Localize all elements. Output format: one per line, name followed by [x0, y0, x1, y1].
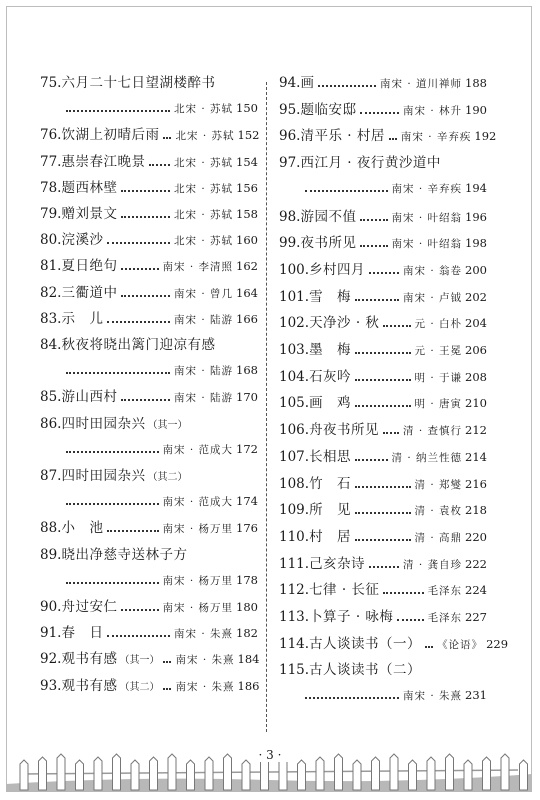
entry-title: 舟过安仁 — [61, 599, 118, 615]
leader-dots — [107, 311, 170, 323]
entry-page: 208 — [465, 369, 487, 384]
fence-picket — [298, 760, 306, 790]
entry-title: 观书有感 — [61, 677, 118, 694]
entry-number: 114. — [279, 635, 310, 652]
fence-picket — [372, 757, 380, 790]
column-divider — [266, 82, 267, 732]
toc-entry[interactable] — [279, 501, 487, 520]
leader-dots — [389, 128, 397, 140]
leader-dots — [305, 180, 388, 192]
entry-author: 南宋 · 林升 — [403, 104, 463, 117]
entry-page: 206 — [465, 343, 487, 357]
leader-dots — [383, 582, 423, 594]
fence-picket — [39, 757, 47, 790]
fence-picket — [353, 760, 361, 790]
entry-title: 春 日 — [61, 625, 104, 642]
entry-author: 南宋 · 杨万里 — [162, 602, 234, 614]
entry-author: 毛泽东 — [427, 585, 463, 598]
leader-dots — [360, 209, 387, 221]
entry-number: 93. — [40, 677, 62, 694]
entry-number: 90. — [40, 599, 62, 615]
toc-entry[interactable] — [279, 261, 487, 280]
entry-number: 98. — [279, 208, 301, 225]
entry-author: 北宋 · 苏轼 — [174, 103, 234, 115]
entry-title: 村 居 — [309, 528, 352, 545]
entry-author: 南宋 · 范成大 — [162, 496, 234, 508]
entry-title: 夜书所见 — [300, 235, 357, 252]
toc-entry[interactable] — [279, 288, 487, 307]
entry-title: 清平乐 · 村居 — [300, 128, 385, 145]
entry-note: （其二） — [119, 681, 160, 693]
toc-entry[interactable] — [40, 388, 258, 407]
entry-author: 清 · 袁枚 — [414, 505, 463, 518]
entry-number: 79. — [40, 206, 62, 222]
toc-entry[interactable] — [40, 336, 258, 377]
leader-dots — [355, 449, 387, 461]
entry-page: 184 — [237, 652, 260, 667]
fence-picket — [131, 760, 139, 790]
entry-note: （其一） — [147, 419, 188, 431]
entry-page: 178 — [236, 572, 258, 587]
entry-page: 166 — [236, 311, 258, 326]
entry-page: 224 — [465, 583, 487, 598]
entry-title: 小 池 — [61, 520, 104, 537]
fence-picket — [224, 754, 232, 790]
entry-page: 196 — [465, 209, 487, 224]
entry-title: 舟夜书所见 — [309, 422, 380, 439]
leader-dots — [355, 529, 410, 541]
fence-picket — [409, 760, 417, 790]
toc-entry[interactable] — [279, 528, 487, 547]
entry-page: 152 — [237, 128, 260, 143]
leader-dots — [121, 389, 170, 401]
entry-title: 西江月 · 夜行黄沙道中 — [300, 155, 441, 172]
entry-number: 75. — [40, 75, 62, 91]
fence-picket — [390, 754, 398, 790]
toc-entry[interactable] — [279, 341, 487, 360]
fence-picket — [113, 754, 121, 790]
entry-title: 己亥杂诗 — [309, 555, 366, 572]
leader-dots — [355, 289, 399, 301]
entry-title: 七律 · 长征 — [309, 582, 380, 599]
entry-page: 190 — [465, 102, 487, 117]
entry-title: 画 鸡 — [309, 395, 352, 412]
entry-title: 游园不值 — [300, 208, 357, 225]
entry-author: 南宋 · 朱熹 — [175, 654, 235, 667]
entry-author: 清 · 查慎行 — [403, 425, 463, 438]
entry-author: 北宋 · 苏轼 — [174, 235, 234, 248]
leader-dots — [355, 476, 410, 488]
entry-number: 96. — [279, 128, 301, 145]
entry-page: 164 — [236, 285, 258, 300]
fence-picket — [94, 757, 102, 790]
toc-entry[interactable] — [279, 101, 487, 120]
entry-title: 卜算子 · 咏梅 — [309, 609, 394, 625]
entry-title: 乡村四月 — [309, 261, 366, 278]
entry-author: 北宋 · 苏轼 — [174, 182, 234, 195]
entry-author: 南宋 · 杨万里 — [162, 523, 234, 536]
entry-title: 示 儿 — [61, 310, 104, 327]
entry-page: 172 — [236, 441, 258, 456]
entry-number: 95. — [279, 101, 301, 118]
entry-number: 83. — [40, 310, 62, 327]
entry-author: 南宋 · 陆游 — [174, 365, 234, 377]
entry-author: 南宋 · 翁卷 — [403, 264, 463, 277]
entry-number: 105. — [279, 395, 310, 412]
entry-number: 80. — [40, 232, 62, 249]
entry-title: 题西林壁 — [61, 179, 118, 196]
fence-picket — [57, 754, 65, 790]
entry-title: 浣溪沙 — [61, 232, 104, 249]
leader-dots — [66, 100, 170, 112]
entry-page: 231 — [465, 688, 487, 703]
fence-picket — [187, 760, 195, 790]
entry-number: 108. — [279, 475, 310, 492]
entry-page: 210 — [465, 396, 487, 411]
entry-note: （其一） — [119, 655, 160, 667]
entry-title: 画 — [300, 75, 315, 91]
entry-number: 103. — [279, 342, 310, 358]
leader-dots — [318, 75, 376, 87]
entry-page: 229 — [486, 636, 509, 651]
entry-author: 南宋 · 叶绍翁 — [391, 211, 463, 224]
entry-author: 南宋 · 曾几 — [174, 287, 234, 300]
entry-number: 102. — [279, 315, 310, 332]
entry-number: 100. — [279, 261, 310, 278]
entry-page: 220 — [465, 529, 487, 544]
entry-title: 三衢道中 — [61, 284, 118, 301]
toc-entry[interactable] — [40, 257, 258, 276]
toc-entry[interactable] — [40, 153, 258, 172]
entry-author: 元 · 王冕 — [414, 345, 463, 357]
toc-entry[interactable] — [279, 74, 487, 93]
entry-author: 南宋 · 辛弃疾 — [391, 183, 463, 196]
entry-number: 78. — [40, 179, 62, 196]
toc-entry[interactable] — [40, 205, 258, 224]
entry-author: 南宋 · 辛弃疾 — [400, 131, 472, 144]
entry-page: 192 — [474, 129, 497, 144]
fence-picket — [316, 757, 324, 790]
entry-title: 天净沙 · 秋 — [309, 315, 380, 332]
entry-page: 162 — [236, 259, 258, 274]
entry-page: 202 — [465, 289, 487, 304]
leader-dots — [163, 127, 171, 139]
entry-title: 赠刘景文 — [61, 206, 118, 222]
fence-picket — [520, 760, 528, 790]
entry-title: 游山西村 — [61, 389, 118, 406]
entry-title: 古人谈读书（二） — [309, 662, 422, 679]
page-number: · 3 · — [250, 748, 290, 762]
leader-dots — [66, 362, 170, 374]
toc-entry[interactable] — [279, 234, 487, 253]
entry-page: 216 — [465, 476, 487, 491]
entry-number: 112. — [279, 582, 310, 599]
entry-author: 南宋 · 杨万里 — [162, 574, 234, 587]
entry-author: 明 · 唐寅 — [414, 398, 463, 411]
entry-title: 四时田园杂兴 — [61, 415, 146, 432]
entry-title: 题临安邸 — [300, 101, 357, 118]
entry-page: 222 — [465, 556, 487, 571]
toc-entry[interactable] — [40, 546, 258, 587]
entry-title: 晓出净慈寺送林子方 — [61, 546, 188, 563]
entry-note: （其二） — [147, 472, 188, 483]
entry-author: 清 · 郑燮 — [414, 478, 463, 491]
entry-page: 158 — [236, 207, 258, 221]
leader-dots — [121, 599, 158, 611]
leader-dots — [121, 180, 170, 192]
entry-author: 元 · 白朴 — [414, 318, 463, 331]
entry-number: 94. — [279, 75, 301, 91]
toc-entry[interactable] — [279, 661, 487, 703]
entry-page: 176 — [236, 521, 258, 536]
toc-entry[interactable] — [279, 368, 487, 387]
entry-page: 218 — [465, 503, 487, 518]
entry-number: 110. — [279, 528, 310, 545]
fence-picket — [427, 757, 435, 790]
fence-picket — [20, 760, 28, 790]
entry-author: 毛泽东 — [427, 612, 463, 624]
leader-dots — [107, 625, 170, 637]
entry-author: 南宋 · 陆游 — [174, 392, 234, 405]
leader-dots — [355, 502, 410, 514]
toc-entry[interactable] — [279, 608, 487, 627]
toc-entry[interactable] — [279, 581, 487, 600]
leader-dots — [360, 102, 399, 114]
leader-dots — [355, 342, 410, 354]
toc-entry[interactable] — [40, 650, 258, 670]
entry-title: 长相思 — [309, 448, 352, 465]
entry-number: 115. — [279, 662, 310, 679]
entry-number: 92. — [40, 651, 62, 668]
toc-entry[interactable] — [279, 635, 509, 654]
entry-number: 77. — [40, 153, 62, 170]
toc-entry[interactable] — [279, 154, 487, 196]
leader-dots — [383, 315, 410, 327]
entry-page: 227 — [465, 610, 487, 624]
toc-entry[interactable] — [40, 126, 258, 145]
entry-author: 南宋 · 朱熹 — [403, 690, 463, 703]
entry-number: 85. — [40, 389, 62, 406]
entry-number: 81. — [40, 258, 62, 275]
leader-dots — [121, 258, 158, 270]
entry-number: 109. — [279, 502, 310, 519]
toc-entry[interactable] — [40, 467, 258, 508]
entry-title: 六月二十七日望湖楼醉书 — [61, 75, 216, 91]
entry-number: 101. — [279, 288, 310, 305]
fence-picket — [335, 754, 343, 790]
leader-dots — [121, 206, 170, 218]
entry-number: 87. — [40, 468, 62, 484]
toc-entry[interactable] — [40, 310, 258, 329]
entry-author: 南宋 · 卢钺 — [403, 291, 463, 304]
entry-page: 212 — [465, 423, 487, 438]
entry-number: 106. — [279, 422, 310, 439]
entry-title: 秋夜将晓出篱门迎凉有感 — [61, 337, 216, 353]
entry-title: 饮湖上初晴后雨 — [61, 127, 160, 144]
entry-number: 107. — [279, 448, 310, 465]
entry-author: 南宋 · 道川禅师 — [380, 78, 463, 90]
entry-page: 180 — [236, 600, 258, 614]
leader-dots — [163, 678, 171, 690]
leader-dots — [355, 369, 410, 381]
entry-number: 113. — [279, 609, 310, 625]
leader-dots — [66, 493, 159, 505]
entry-number: 84. — [40, 337, 62, 353]
entry-title: 古人谈读书（一） — [309, 635, 422, 652]
entry-title: 四时田园杂兴 — [61, 468, 146, 484]
entry-page: 198 — [465, 236, 487, 251]
toc-entry[interactable] — [40, 179, 258, 198]
entry-author: 南宋 · 范成大 — [162, 443, 234, 456]
entry-number: 104. — [279, 368, 310, 385]
toc-entry[interactable] — [279, 475, 487, 494]
leader-dots — [369, 262, 399, 274]
entry-title: 夏日绝句 — [61, 258, 118, 275]
entry-number: 91. — [40, 625, 62, 642]
leader-dots — [107, 232, 170, 244]
fence-picket — [501, 754, 509, 790]
toc-entry[interactable] — [279, 314, 487, 333]
entry-author: 清 · 龚自珍 — [403, 558, 463, 571]
entry-page: 214 — [465, 449, 487, 464]
entry-page: 188 — [465, 76, 487, 90]
toc-entry[interactable] — [279, 208, 487, 227]
entry-author: 南宋 · 朱熹 — [175, 680, 235, 693]
entry-author: 南宋 · 陆游 — [174, 313, 234, 326]
entry-number: 97. — [279, 155, 301, 172]
leader-dots — [66, 572, 159, 584]
entry-number: 86. — [40, 415, 62, 432]
entry-page: 170 — [236, 390, 258, 405]
leader-dots — [425, 636, 433, 648]
entry-page: 186 — [237, 678, 260, 693]
fence-picket — [168, 754, 176, 790]
leader-dots — [121, 285, 170, 297]
entry-author: 北宋 · 苏轼 — [175, 130, 235, 143]
leader-dots — [163, 651, 171, 663]
entry-title: 雪 梅 — [309, 288, 352, 305]
entry-author: 北宋 · 苏轼 — [174, 209, 234, 221]
toc-entry[interactable] — [40, 519, 258, 538]
entry-page: 160 — [236, 233, 258, 248]
toc-entry[interactable] — [279, 127, 497, 146]
entry-page: 200 — [465, 262, 487, 277]
fence-picket — [242, 760, 250, 790]
entry-page: 204 — [465, 316, 487, 331]
toc-entry[interactable] — [279, 555, 487, 574]
entry-page: 154 — [236, 154, 258, 169]
entry-title: 所 见 — [309, 502, 352, 519]
toc-entry[interactable] — [40, 415, 258, 456]
toc-entry[interactable] — [40, 598, 258, 617]
toc-entry[interactable] — [279, 421, 487, 440]
entry-page: 194 — [465, 181, 487, 196]
entry-number: 99. — [279, 235, 301, 252]
toc-entry[interactable] — [40, 624, 258, 643]
leader-dots — [66, 441, 159, 453]
leader-dots — [397, 609, 423, 621]
fence-picket — [205, 757, 213, 790]
toc-entry[interactable] — [279, 448, 487, 467]
entry-author: 南宋 · 叶绍翁 — [391, 238, 463, 251]
entry-author: 《论语》 — [437, 638, 484, 651]
entry-page: 150 — [236, 101, 258, 115]
entry-page: 182 — [236, 626, 258, 641]
entry-number: 89. — [40, 546, 62, 563]
entry-page: 156 — [236, 180, 258, 195]
leader-dots — [360, 235, 387, 247]
entry-number: 111. — [279, 555, 310, 572]
leader-dots — [369, 556, 399, 568]
fence-picket — [76, 760, 84, 790]
entry-author: 南宋 · 李清照 — [162, 261, 234, 274]
fence-picket — [150, 757, 158, 790]
toc-entry[interactable] — [40, 74, 258, 115]
entry-number: 76. — [40, 127, 62, 144]
entry-title: 墨 梅 — [309, 342, 352, 358]
toc-entry[interactable] — [40, 677, 258, 697]
leader-dots — [107, 520, 158, 532]
fence-picket — [464, 760, 472, 790]
fence-picket — [446, 754, 454, 790]
entry-number: 88. — [40, 520, 62, 537]
entry-title: 观书有感 — [61, 651, 118, 668]
leader-dots — [305, 687, 399, 699]
fence-picket — [483, 757, 491, 790]
entry-author: 北宋 · 苏轼 — [174, 156, 234, 169]
entry-author: 清 · 高鼎 — [414, 531, 463, 544]
entry-page: 168 — [236, 363, 258, 377]
entry-title: 竹 石 — [309, 475, 352, 492]
toc-entry[interactable] — [40, 231, 258, 250]
leader-dots — [383, 422, 399, 434]
leader-dots — [355, 395, 410, 407]
entry-number: 82. — [40, 284, 62, 301]
leader-dots — [149, 154, 170, 166]
entry-author: 明 · 于谦 — [414, 371, 463, 384]
entry-author: 南宋 · 朱熹 — [174, 628, 234, 641]
entry-author: 清 · 纳兰性德 — [391, 451, 463, 464]
entry-title: 惠崇春江晚景 — [61, 153, 146, 170]
toc-entry[interactable] — [40, 284, 258, 303]
entry-title: 石灰吟 — [309, 368, 352, 385]
toc-entry[interactable] — [279, 394, 487, 413]
entry-page: 174 — [236, 494, 258, 508]
